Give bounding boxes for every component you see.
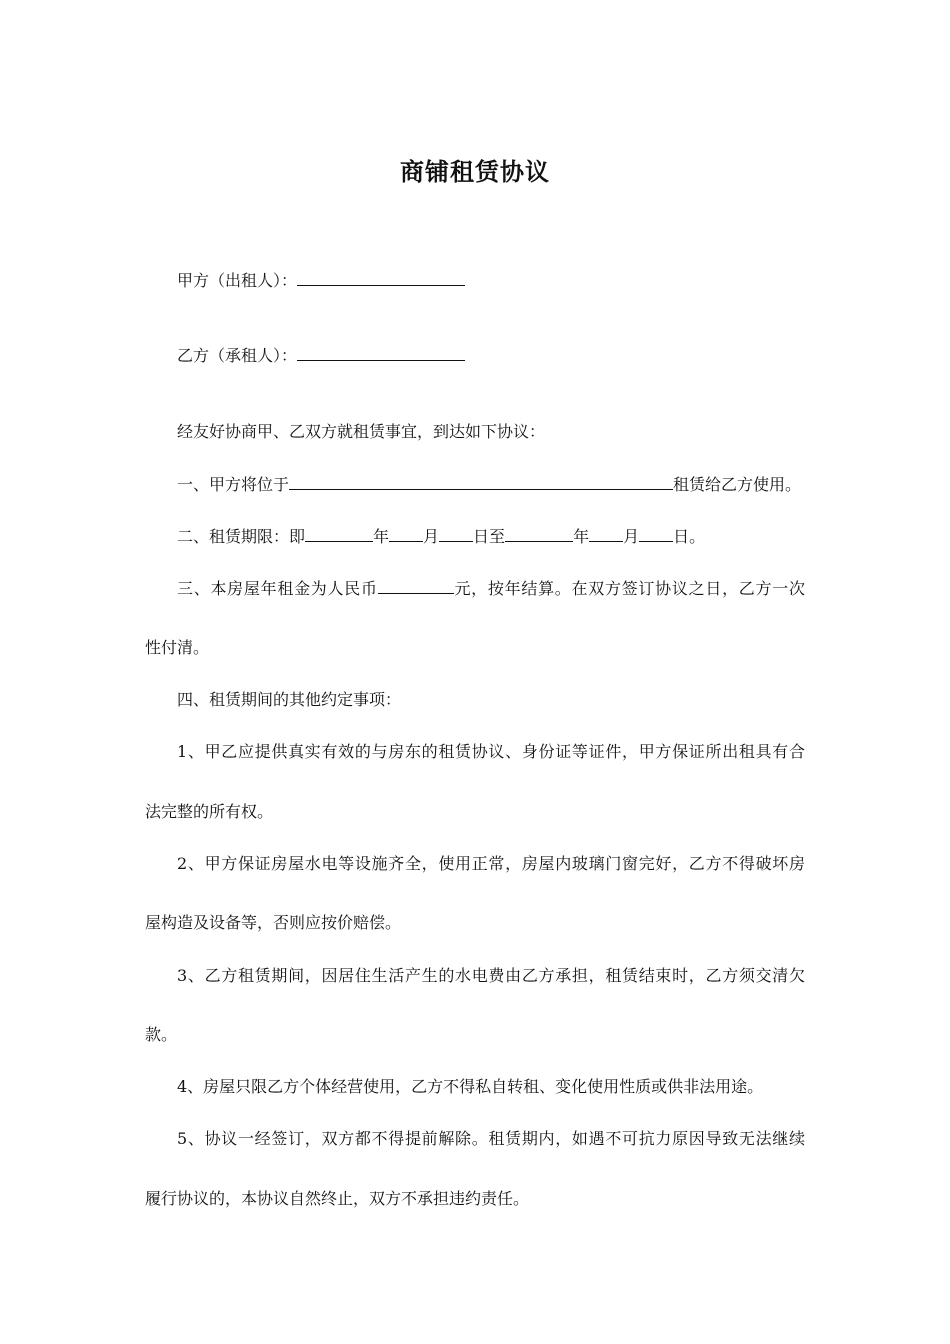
clause-2 <box>177 526 705 547</box>
location-blank <box>289 474 673 490</box>
item-2-line-1: 2、甲方保证房屋水电等设施齐全，使用正常，房屋内玻璃门窗完好，乙方不得破坏房 <box>177 854 805 873</box>
item-3-line-1: 3、乙方租赁期间，因居住生活产生的水电费由乙方承担，租赁结束时，乙方须交清欠 <box>177 966 805 985</box>
party-b-blank <box>297 345 465 361</box>
party-b-label: 乙方（承租人）： <box>177 346 298 365</box>
clause-1-suffix: 租赁给乙方使用。 <box>673 475 802 494</box>
end-day-blank <box>639 526 673 542</box>
item-3-line-2: 款。 <box>145 1025 178 1044</box>
start-month-blank <box>389 526 423 542</box>
intro-paragraph: 经友好协商甲、乙双方就租赁事宜，到达如下协议： <box>177 422 546 441</box>
party-a-blank <box>297 270 465 286</box>
start-month-label: 月 <box>423 527 440 546</box>
clause-3-line-1 <box>177 578 805 599</box>
end-year-label: 年 <box>573 527 590 546</box>
party-a-label: 甲方（出租人）： <box>177 271 298 290</box>
clause-3-prefix: 三、本房屋年租金为人民币 <box>177 579 378 598</box>
start-year-label: 年 <box>373 527 390 546</box>
clause-4-heading: 四、租赁期间的其他约定事项： <box>177 690 402 709</box>
item-4-line-1: 4、房屋只限乙方个体经营使用，乙方不得私自转租、变化使用性质或供非法用途。 <box>177 1077 764 1096</box>
end-day-label: 日。 <box>673 527 706 546</box>
clause-1-prefix: 一、甲方将位于 <box>177 475 290 494</box>
clause-1 <box>177 474 801 495</box>
item-1-line-1: 1、甲乙应提供真实有效的与房东的租赁协议、身份证等证件，甲方保证所出租具有合 <box>177 742 805 761</box>
rent-amount-blank <box>378 578 454 594</box>
clause-3-line-2: 性付清。 <box>145 638 210 657</box>
party-b-line <box>177 345 465 366</box>
start-year-blank <box>305 526 373 542</box>
item-1-line-2: 法完整的所有权。 <box>145 802 274 821</box>
item-5-line-1: 5、协议一经签订，双方都不得提前解除。租赁期内，如遇不可抗力原因导致无法继续 <box>177 1129 805 1148</box>
end-month-label: 月 <box>623 527 640 546</box>
clause-3-suffix: 元，按年结算。在双方签订协议之日，乙方一次 <box>453 579 805 598</box>
item-2-line-2: 屋构造及设备等，否则应按价赔偿。 <box>145 913 402 932</box>
document-title: 商铺租赁协议 <box>400 157 550 186</box>
start-day-blank <box>439 526 473 542</box>
party-a-line <box>177 270 465 291</box>
end-month-blank <box>589 526 623 542</box>
item-5-line-2: 履行协议的，本协议自然终止，双方不承担违约责任。 <box>145 1189 530 1208</box>
end-year-blank <box>505 526 573 542</box>
clause-2-prefix: 二、租赁期限：即 <box>177 527 306 546</box>
start-day-to-label: 日至 <box>473 527 506 546</box>
